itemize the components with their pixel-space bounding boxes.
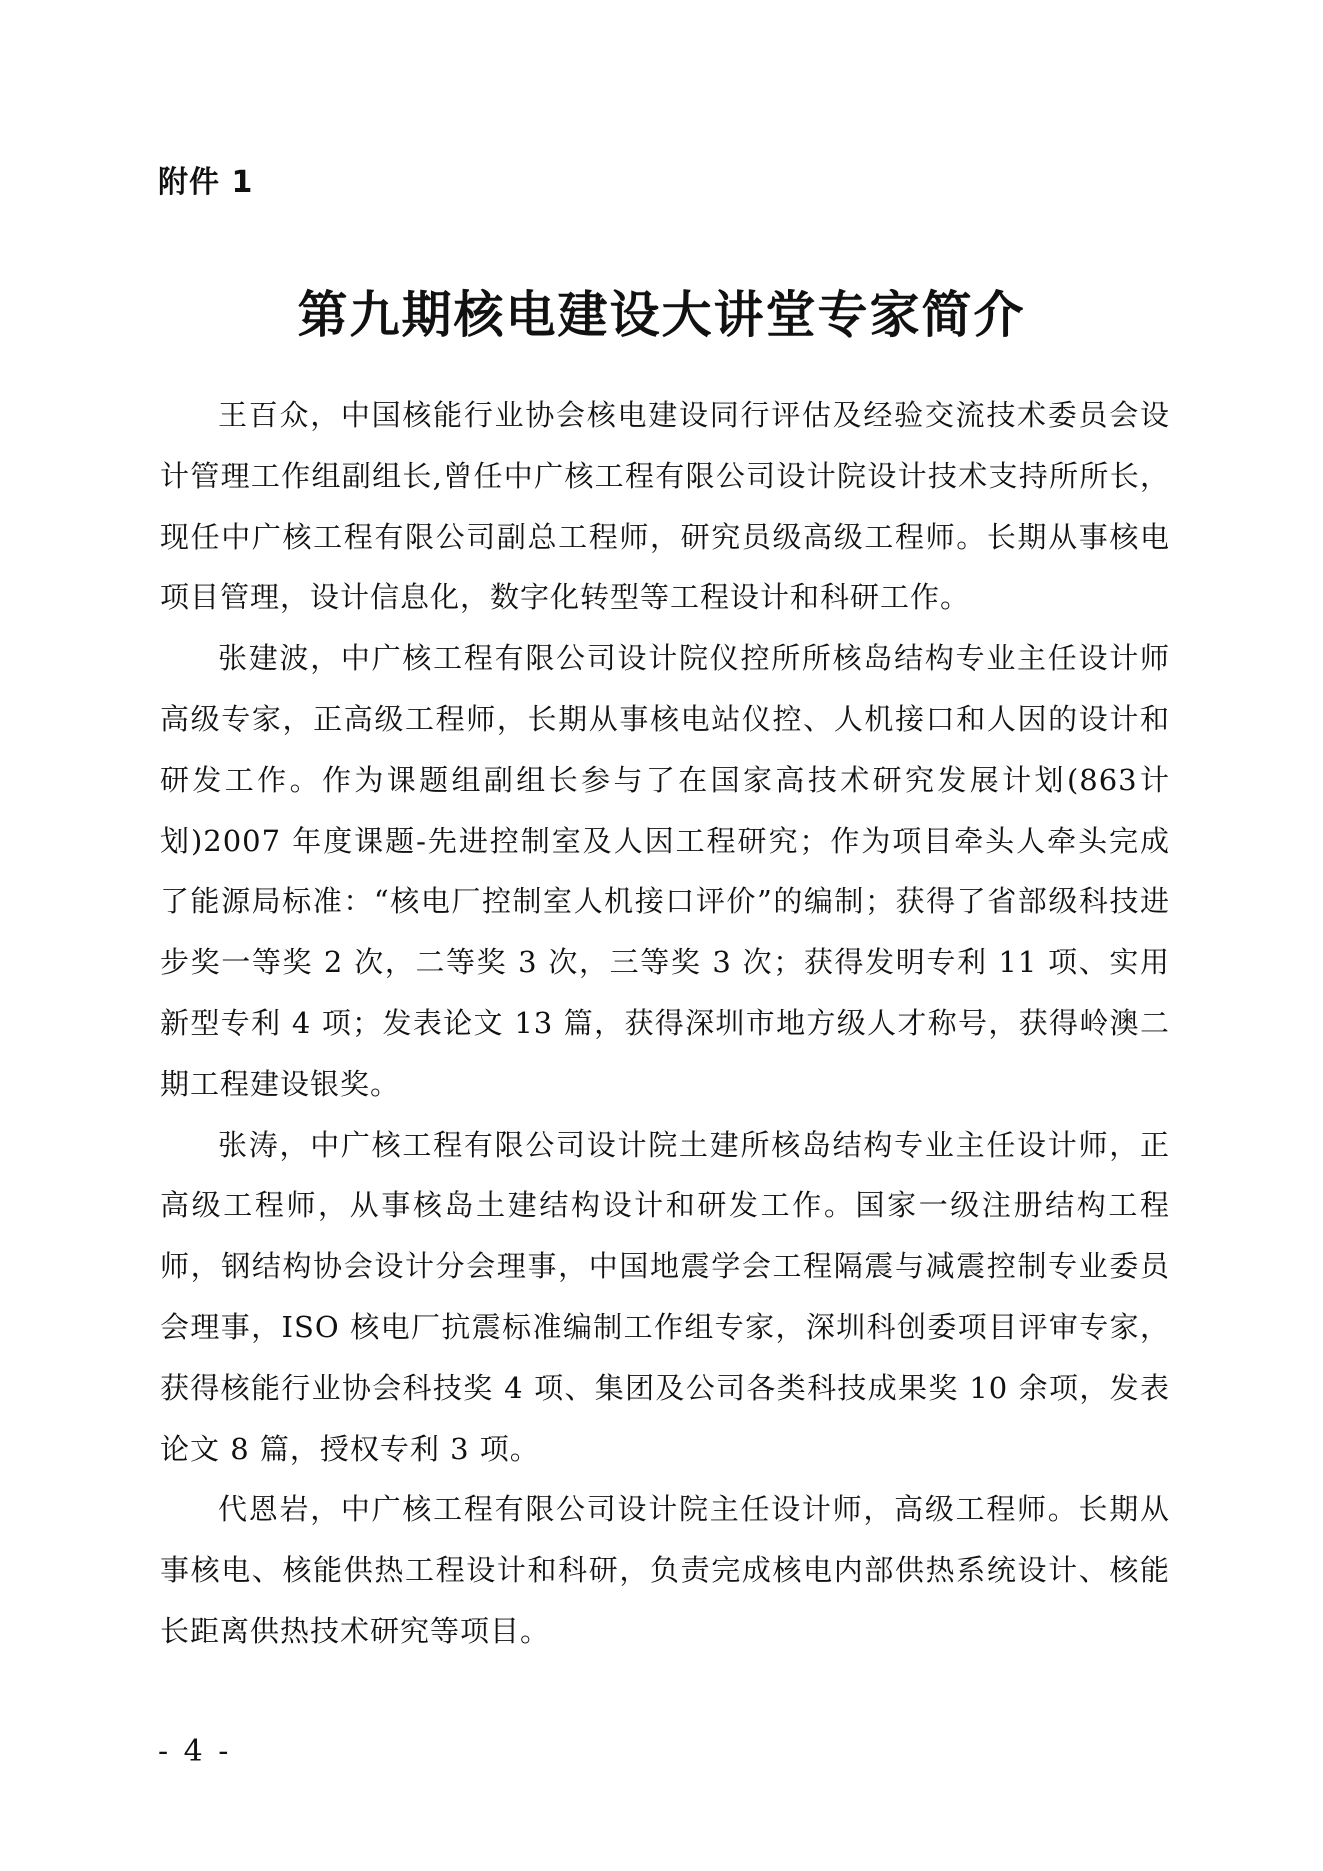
expert-bio-paragraph: 张涛，中广核工程有限公司设计院土建所核岛结构专业主任设计师，正高级工程师，从事核岛土建结构设计和研发工作。国家一级注册结构工程师，钢结构协会设计分会理事，中国地震学会工程隔震与减震控制专业委员会理事，ISO 核电厂抗震标准编制工作组专家，深圳科创委项目评审专家，获得核能行业协会科技奖 4 项、集团及公司各类科技成果奖 10 余项，发表论文 8 篇，授权专利 3 项。 xyxy=(160,1127,1170,1466)
expert-bio-paragraph: 代恩岩，中广核工程有限公司设计院主任设计师，高级工程师。长期从事核电、核能供热工程设计和科研，负责完成核电内部供热系统设计、核能长距离供热技术研究等项目。 xyxy=(160,1492,1170,1648)
document-title: 第九期核电建设大讲堂专家简介 xyxy=(297,285,1026,344)
expert-bio-paragraph: 张建波，中广核工程有限公司设计院仪控所所核岛结构专业主任设计师高级专家，正高级工程师，长期从事核电站仪控、人机接口和人因的设计和研发工作。作为课题组副组长参与了在国家高技术研究发展计划(863计划)2007 年度课题-先进控制室及人因工程研究；作为项目牵头人牵头完成了能源局标准：“核电厂控制室人机接口评价”的编制；获得了省部级科技进步奖一等奖 2 次，二等奖 3 次，三等奖 3 次；获得发明专利 11 项、实用新型专利 4 项；发表论文 13 篇，获得深圳市地方级人才称号，获得岭澳二期工程建设银奖。 xyxy=(160,641,1170,1101)
document-body xyxy=(160,385,1170,1662)
attachment-label: 附件 1 xyxy=(158,165,254,200)
page-number: - 4 - xyxy=(158,1734,232,1769)
expert-bio-paragraph: 王百众，中国核能行业协会核电建设同行评估及经验交流技术委员会设计管理工作组副组长,曾任中广核工程有限公司设计院设计技术支持所所长，现任中广核工程有限公司副总工程师，研究员级高级工程师。长期从事核电项目管理，设计信息化，数字化转型等工程设计和科研工作。 xyxy=(160,398,1170,615)
